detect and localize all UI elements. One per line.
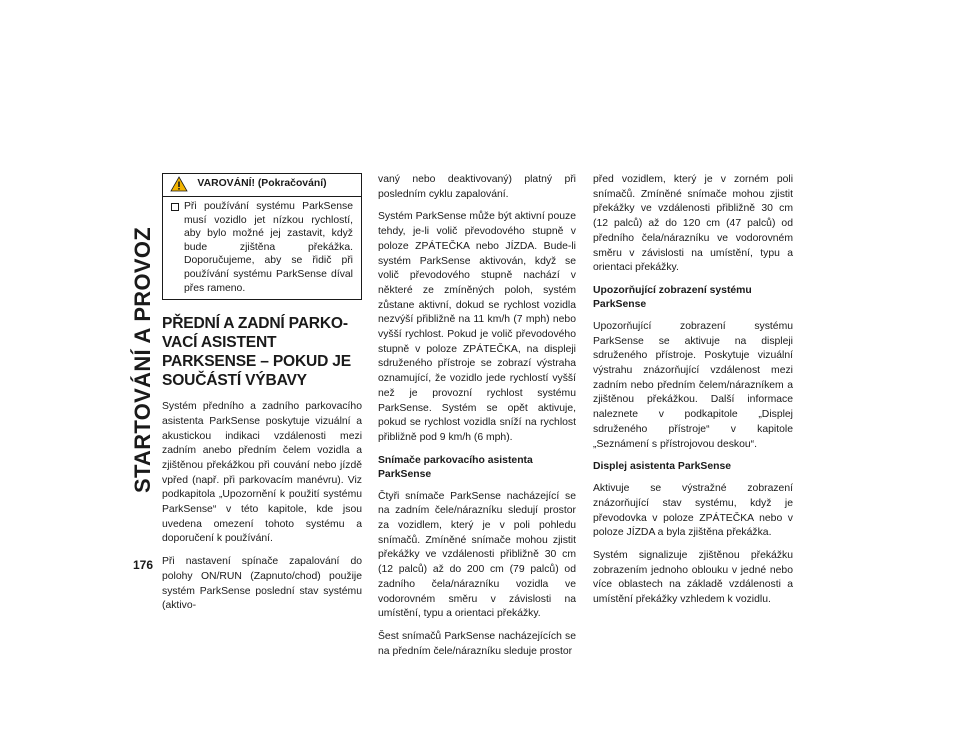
paragraph: Systém signalizuje zjištěnou překážku zobrazením jednoho oblouku v jedné nebo více oblastech na základě vzdálenosti a umístění překážky vzhledem k vozidlu.: [593, 550, 793, 606]
warning-box: [162, 173, 362, 300]
paragraph: Šest snímačů ParkSense nacházejících se na předním čele/nárazníku sleduje prostor: [378, 630, 576, 657]
warning-item-text: Při používání systému ParkSense musí vozidlo jet nízkou rychlostí, aby bylo možné jej zastavit, když bude zjištěna překážka. Doporučujeme, aby se řidič při používání systému ParkSense díval přes rameno.: [184, 201, 353, 294]
warning-item: [163, 197, 361, 295]
section-heading: PŘEDNÍ A ZADNÍ PARKOVACÍ ASISTENT PARKSENSE – POKUD JE SOUČÁSTÍ VÝBAVY: [162, 315, 351, 390]
subheading: Displej asistenta ParkSense: [593, 461, 732, 473]
bullet-square-icon: [171, 203, 179, 211]
paragraph: Systém ParkSense může být aktivní pouze tehdy, je-li volič převodového stupně v poloze ZPÁTEČKA nebo JÍZDA. Bude-li systém ParkSense aktivován, když se volič převodového stupně nachází v některé ze zmíněných poloh, systém zůstane aktivní, dokud se rychlost vozidla nezvýší přibližně na 11 km/h (7 mph) nebo vyšší rychlost. Pokud je volič převodového stupně v poloze ZPÁTEČKA, na displeji sdruženého přístroje se zobrazí výstraha oznamující, že vozidlo jede rychlostí vyšší než je provozní rychlost systému ParkSense. Systém se opět aktivuje, pokud se rychlost vozidla sníží na rychlost přibližně pod 9 km/h (6 mph).: [378, 211, 576, 443]
chapter-title-text: STARTOVÁNÍ A PROVOZ: [130, 226, 155, 494]
column-left: [162, 173, 362, 622]
chapter-side-title: [126, 170, 160, 550]
paragraph: Systém předního a zadního parkovacího asistenta ParkSense poskytuje vizuální a akustickou indikaci vzdálenosti mezi zadním anebo předním čelem vozidla a zjištěnou překážkou při couvání nebo jízdě vpřed (např. při parkovacím manévru). Viz podkapitola „Upozornění k použití systému ParkSense“ v této kapitole, kde jsou uvedena omezení tohoto systému a doporučení k používání.: [162, 401, 362, 545]
paragraph: před vozidlem, který je v zorném poli snímačů. Zmíněné snímače mohou zjistit překážky ve vzdálenosti přibližně 30 cm (12 palců) až do 120 cm (47 palců) od předního čela/nárazníku ve vodorovném směru v závislosti na umístění, typu a orientaci překážky.: [593, 174, 793, 274]
page-number: 176: [133, 558, 154, 572]
paragraph: Čtyři snímače ParkSense nacházející se na zadním čele/nárazníku sledují prostor za vozidlem, který je v poli pohledu snímačů. Zmíněné snímače mohou zjistit překážky ve vzdálenosti přibližně 30 cm (12 palců) až do 200 cm (79 palců) od zadního čela/nárazníku vozidla ve vodorovném směru v závislosti na umístění, typu a orientaci překážky.: [378, 490, 576, 620]
subheading: Upozorňující zobrazení systému ParkSense: [593, 284, 752, 310]
column-right: [593, 173, 793, 616]
subheading: Snímače parkovacího asistenta ParkSense: [378, 454, 533, 480]
paragraph: Aktivuje se výstražné zobrazení znázorňující stav systému, když je převodovka v poloze ZPÁTEČKA nebo v poloze JÍZDA a byla zjištěna překážka.: [593, 483, 793, 539]
warning-title: VAROVÁNÍ! (Pokračování): [197, 178, 327, 189]
column-middle: [378, 173, 576, 667]
paragraph: vaný nebo deaktivovaný) platný při posledním cyklu zapalování.: [378, 174, 576, 200]
paragraph: Upozorňující zobrazení systému ParkSense se aktivuje na displeji sdruženého přístroje. Poskytuje vizuální výstrahu znázorňující vzdálenost mezi zadním nebo předním čelem/nárazníkem a zjištěnou překážkou. Další informace naleznete v podkapitole „Displej sdruženého přístroje“ v kapitole „Seznámení s přístrojovou deskou“.: [593, 320, 793, 450]
paragraph: Při nastavení spínače zapalování do polohy ON/RUN (Zapnuto/chod) použije systém ParkSense poslední stav systému (aktivo-: [162, 556, 362, 612]
warning-header: [162, 173, 362, 197]
